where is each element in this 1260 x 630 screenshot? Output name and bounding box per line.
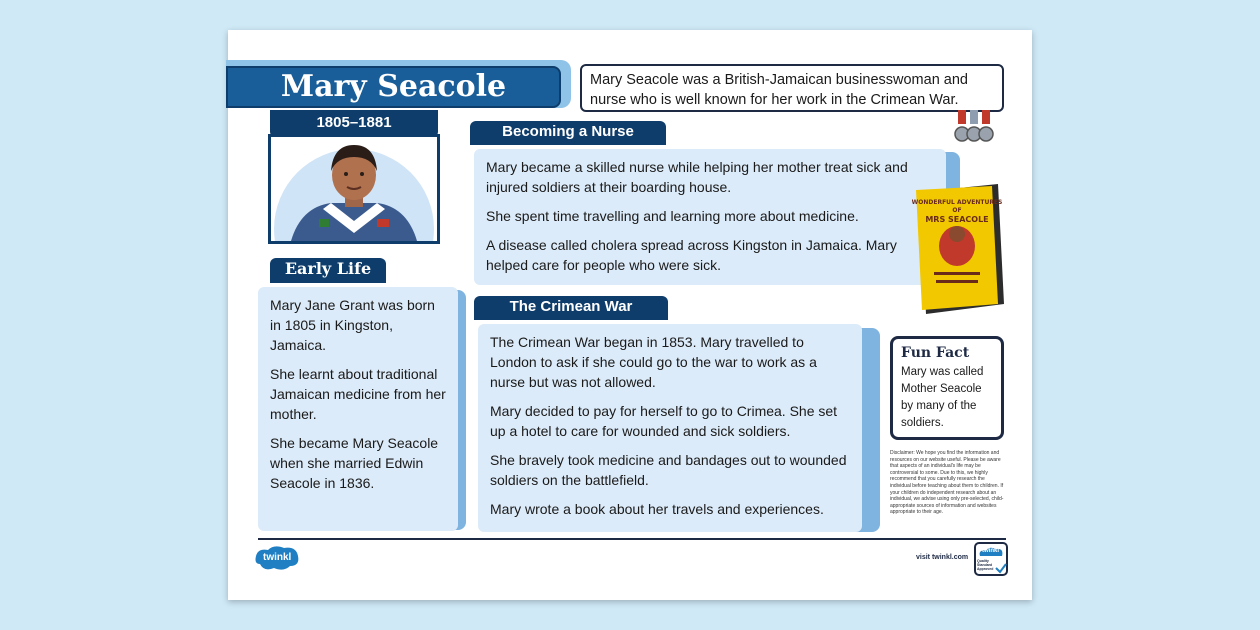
- medals-icon: [954, 110, 996, 148]
- early-paragraph: Mary Jane Grant was born in 1805 in Kingston, Jamaica.: [270, 297, 435, 353]
- early-paragraph: She learnt about traditional Jamaican medicine from her mother.: [270, 366, 446, 422]
- early-life-panel: [258, 287, 458, 531]
- badge-logo-text: twinkl: [982, 548, 1000, 554]
- heading-crimean-war: The Crimean War: [474, 296, 668, 320]
- nurse-paragraph: She spent time travelling and learning more about medicine.: [486, 208, 859, 224]
- nurse-panel: [474, 149, 946, 285]
- portrait-illustration: [271, 137, 437, 241]
- twinkl-logo-icon[interactable]: [254, 544, 300, 574]
- crimean-war-panel: [478, 324, 862, 532]
- war-paragraph: Mary decided to pay for herself to go to Crimea. She set up a hotel to care for wounded and sick soldiers.: [490, 403, 838, 439]
- book-cover-icon: [912, 184, 1006, 314]
- svg-text:OF: OF: [952, 207, 962, 214]
- badge-label: Quality Standard Approved: [977, 559, 994, 571]
- visit-link[interactable]: visit twinkl.com: [916, 554, 969, 561]
- early-paragraph: She became Mary Seacole when she married Edwin Seacole in 1836.: [270, 435, 439, 491]
- footer-divider: [258, 538, 1006, 540]
- heading-becoming-a-nurse: Becoming a Nurse: [470, 121, 666, 145]
- book-cover-title: WONDERFUL ADVENTURES: [912, 199, 1003, 206]
- nurse-paragraph: Mary became a skilled nurse while helping her mother treat sick and injured soldiers at their boarding house.: [486, 159, 908, 195]
- fun-fact-body: Mary was called Mother Seacole by many of the soldiers.: [901, 366, 984, 429]
- war-paragraph: Mary wrote a book about her travels and experiences.: [490, 501, 824, 517]
- quality-badge-icon: [974, 542, 1008, 576]
- fun-fact-title: Fun Fact: [901, 345, 970, 361]
- twinkl-logo-text: twinkl: [263, 552, 292, 563]
- life-dates: 1805–1881: [270, 110, 438, 136]
- intro-summary: Mary Seacole was a British-Jamaican businesswoman and nurse who is well known for her work in the Crimean War.: [580, 64, 1004, 112]
- nurse-paragraph: A disease called cholera spread across Kingston in Jamaica. Mary helped care for people who were sick.: [486, 237, 897, 273]
- heading-early-life: Early Life: [270, 258, 386, 283]
- portrait-frame: [268, 134, 440, 244]
- fact-file-sheet: [228, 30, 1032, 600]
- fun-fact-box: [890, 336, 1004, 440]
- disclaimer-text: Disclaimer: We hope you find the information and resources on our website useful. Please be aware that aspects of an individual's life may be controversial to some. Due to this, we highly recommend that you carefully research the individual before teaching about them to children. If your children do independent research about an individual, we advise using only pre-selected, child-appropriate sources of information and websites appropriate to their age.: [890, 450, 1004, 516]
- war-paragraph: The Crimean War began in 1853. Mary travelled to London to ask if she could go to the war to work as a nurse but was not allowed.: [490, 334, 817, 390]
- svg-text:MRS SEACOLE: MRS SEACOLE: [925, 215, 989, 224]
- war-paragraph: She bravely took medicine and bandages out to wounded soldiers on the battlefield.: [490, 452, 847, 488]
- page-title: Mary Seacole: [226, 66, 561, 108]
